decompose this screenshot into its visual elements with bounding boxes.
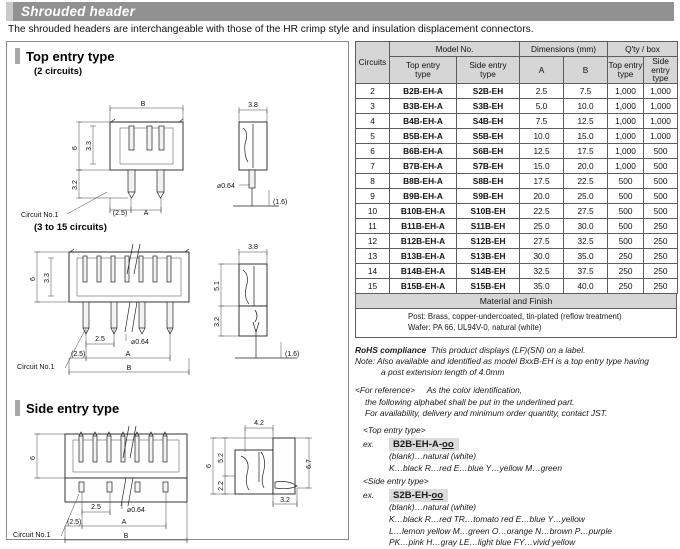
svg-text:(2.5): (2.5) (112, 210, 128, 217)
table-row (356, 129, 678, 144)
cell-model-top: B8B-EH-A (390, 174, 457, 189)
svg-text:(2.5): (2.5) (67, 519, 82, 526)
drawings-panel (6, 41, 349, 540)
cell-model-top: B5B-EH-A (390, 129, 457, 144)
table-row (356, 99, 678, 114)
section-accent-bar (15, 48, 20, 64)
cell-dim-a: 7.5 (520, 114, 564, 129)
cell-model-top: B14B-EH-A (390, 264, 457, 279)
cell-dim-b: 17.5 (564, 144, 608, 159)
side-color-list (355, 502, 677, 548)
label-circuit-no-1: Circuit No.1 (21, 210, 59, 219)
top-entry-type-head: <Top entry type> (363, 425, 426, 436)
svg-text:2.5: 2.5 (91, 504, 101, 511)
cell-dim-a: 5.0 (520, 99, 564, 114)
cell-model-top: B4B-EH-A (390, 114, 457, 129)
side-color-line-0: (blank)…natural (white) (389, 502, 477, 513)
cell-circuits: 12 (356, 234, 390, 249)
table-row (356, 234, 678, 249)
rohs-label: RoHS compliance (355, 345, 427, 356)
rohs-note-line1: Note: Also available and identified as model BxxB-EH is a top entry type having (355, 356, 649, 367)
svg-text:A: A (125, 351, 131, 358)
side-color-line-2: L…lemon yellow M…green O…orange N…brown P…purple (389, 525, 612, 536)
cell-qty-side: 250 (644, 249, 678, 264)
cell-qty-top: 1,000 (608, 99, 644, 114)
cell-model-side: S11B-EH (457, 219, 520, 234)
cell-dim-a: 32.5 (520, 264, 564, 279)
cell-qty-top: 250 (608, 264, 644, 279)
svg-text:3.3: 3.3 (86, 141, 93, 151)
table-row (356, 264, 678, 279)
dim-b-mid: B (126, 365, 132, 372)
cell-qty-side: 500 (644, 159, 678, 174)
svg-text:3.8: 3.8 (248, 244, 258, 251)
cell-model-side: S15B-EH (457, 279, 520, 294)
col-qty-box: Q'ty / box (608, 42, 678, 57)
col-dim-a: A (520, 57, 564, 84)
cell-qty-side: 1,000 (644, 99, 678, 114)
label-circuit-no-1-side: Circuit No.1 (13, 530, 51, 539)
top-entry-drawing (7, 78, 350, 228)
side-entry-type-head: <Side entry type> (363, 476, 429, 487)
cell-qty-side: 500 (644, 189, 678, 204)
cell-model-top: B3B-EH-A (390, 99, 457, 114)
svg-text:3.2: 3.2 (280, 497, 290, 504)
svg-text:3.8: 3.8 (248, 102, 258, 109)
table-row (356, 219, 678, 234)
spec-table (355, 41, 678, 294)
cell-dim-b: 7.5 (564, 84, 608, 99)
reference-line1: the following alphabet shall be put in the underlined part. (365, 396, 575, 407)
side-entry-heading (15, 400, 119, 416)
col-qty-side-entry: Side entry type (644, 57, 678, 84)
cell-model-side: S13B-EH (457, 249, 520, 264)
cell-qty-side: 250 (644, 234, 678, 249)
col-model-top-entry: Top entry type (390, 57, 457, 84)
cell-qty-side: 1,000 (644, 114, 678, 129)
col-qty-top-entry: Top entry type (608, 57, 644, 84)
cell-dim-a: 17.5 (520, 174, 564, 189)
intro-text: The shrouded headers are interchangeable with those of the HR crimp style and insulation displacement connectors. (8, 24, 534, 35)
cell-model-side: S8B-EH (457, 174, 520, 189)
rohs-block (355, 345, 677, 378)
section-accent-bar-2 (15, 400, 20, 416)
cell-circuits: 11 (356, 219, 390, 234)
dim-b-side: B (123, 533, 129, 540)
cell-qty-top: 1,000 (608, 159, 644, 174)
cell-qty-side: 500 (644, 144, 678, 159)
page-title: Shrouded header (21, 4, 136, 19)
table-row (356, 159, 678, 174)
svg-text:6: 6 (30, 277, 37, 281)
table-row (356, 174, 678, 189)
cell-model-side: S12B-EH (457, 234, 520, 249)
label-circuit-no-1-mid: Circuit No.1 (17, 362, 55, 371)
reference-head2: As the color identification, (426, 385, 523, 396)
cell-qty-top: 500 (608, 189, 644, 204)
svg-text:6: 6 (30, 456, 37, 460)
reference-line2: For availability, delivery and minimum order quantity, contact JST. (365, 407, 608, 418)
spec-column (355, 41, 677, 549)
top-entry-example-row (355, 438, 677, 451)
cell-dim-a: 22.5 (520, 204, 564, 219)
svg-text:(2.5): (2.5) (71, 351, 86, 358)
example-label-top: ex. (363, 439, 375, 450)
cell-model-side: S14B-EH (457, 264, 520, 279)
table-group-header-row (356, 42, 678, 57)
cell-qty-side: 500 (644, 204, 678, 219)
cell-model-side: S5B-EH (457, 129, 520, 144)
top-entry-title: Top entry type (26, 48, 115, 64)
cell-circuits: 3 (356, 99, 390, 114)
cell-qty-top: 250 (608, 249, 644, 264)
cell-qty-top: 500 (608, 234, 644, 249)
dim-b-top-entry: B (140, 101, 146, 108)
cell-model-top: B10B-EH-A (390, 204, 457, 219)
rohs-text: This product displays (LF)(SN) on a label. (430, 345, 586, 356)
cell-model-side: S6B-EH (457, 144, 520, 159)
cell-qty-side: 250 (644, 279, 678, 294)
example-model-side (389, 489, 448, 502)
svg-text:(1.6): (1.6) (273, 199, 288, 206)
reference-block (355, 385, 677, 419)
cell-dim-b: 12.5 (564, 114, 608, 129)
top-color-line-1: K…black R…red E…blue Y…yellow M…green (389, 462, 562, 473)
table-row (356, 144, 678, 159)
cell-qty-side: 1,000 (644, 129, 678, 144)
cell-dim-a: 15.0 (520, 159, 564, 174)
cell-model-side: S10B-EH (457, 204, 520, 219)
cell-dim-b: 27.5 (564, 204, 608, 219)
side-color-line-1: K…black R…red TR…tomato red E…blue Y…yellow (389, 513, 585, 524)
cell-dim-a: 12.5 (520, 144, 564, 159)
cell-model-top: B15B-EH-A (390, 279, 457, 294)
top-color-line-0: (blank)…natural (white) (389, 451, 477, 462)
dim-diameter-064-mid: ⌀0.64 (131, 339, 149, 346)
rohs-note-line2: a post extension length of 4.0mm (381, 367, 505, 378)
cell-circuits: 7 (356, 159, 390, 174)
cell-model-top: B9B-EH-A (390, 189, 457, 204)
cell-dim-b: 25.0 (564, 189, 608, 204)
top-color-list (355, 451, 677, 474)
svg-text:5.1: 5.1 (214, 281, 221, 291)
example-model-top-suffix: oo (442, 439, 454, 451)
example-model-side-suffix: oo (431, 490, 444, 502)
table-row (356, 114, 678, 129)
cell-dim-a: 25.0 (520, 219, 564, 234)
svg-text:6: 6 (72, 146, 79, 150)
cell-dim-b: 10.0 (564, 99, 608, 114)
material-post: Post: Brass, copper-undercoated, tin-plated (reflow treatment) (408, 312, 622, 322)
side-entry-example-row (355, 489, 677, 502)
side-color-line-3: PK…pink H…gray LE…light blue FY…vivid yellow (389, 537, 576, 548)
cell-qty-top: 500 (608, 174, 644, 189)
cell-model-side: S2B-EH (457, 84, 520, 99)
cell-circuits: 10 (356, 204, 390, 219)
material-wafer: Wafer: PA 66, UL94V-0, natural (white) (408, 322, 542, 332)
cell-model-top: B2B-EH-A (390, 84, 457, 99)
cell-dim-b: 30.0 (564, 219, 608, 234)
col-dim-b: B (564, 57, 608, 84)
table-row (356, 189, 678, 204)
cell-model-side: S7B-EH (457, 159, 520, 174)
cell-qty-side: 500 (644, 174, 678, 189)
cell-dim-b: 15.0 (564, 129, 608, 144)
cell-model-top: B6B-EH-A (390, 144, 457, 159)
top-entry-subtitle: (2 circuits) (34, 66, 83, 77)
material-finish-heading: Material and Finish (355, 294, 677, 309)
cell-circuits: 6 (356, 144, 390, 159)
side-entry-drawing (7, 420, 350, 545)
cell-dim-a: 27.5 (520, 234, 564, 249)
col-circuits: Circuits (356, 42, 390, 84)
svg-text:3.2: 3.2 (214, 317, 221, 327)
cell-qty-top: 1,000 (608, 129, 644, 144)
table-sub-header-row (356, 57, 678, 84)
cell-qty-side: 250 (644, 219, 678, 234)
cell-model-top: B11B-EH-A (390, 219, 457, 234)
cell-model-side: S4B-EH (457, 114, 520, 129)
cell-circuits: 15 (356, 279, 390, 294)
svg-text:(1.6): (1.6) (285, 351, 300, 358)
dim-diameter-064: ⌀0.64 (217, 183, 235, 190)
material-finish-body (355, 309, 677, 338)
side-entry-title: Side entry type (26, 400, 120, 416)
svg-text:3.2: 3.2 (72, 180, 79, 190)
cell-qty-top: 1,000 (608, 144, 644, 159)
cell-qty-top: 500 (608, 219, 644, 234)
cell-circuits: 2 (356, 84, 390, 99)
cell-circuits: 8 (356, 174, 390, 189)
table-row (356, 249, 678, 264)
cell-model-top: B12B-EH-A (390, 234, 457, 249)
svg-text:2.2: 2.2 (218, 481, 225, 491)
svg-text:4.2: 4.2 (254, 420, 264, 427)
banner-accent-bar (6, 2, 13, 21)
dim-a-side: A (121, 519, 127, 526)
cell-circuits: 5 (356, 129, 390, 144)
cell-dim-a: 35.0 (520, 279, 564, 294)
example-model-top (389, 438, 459, 451)
cell-model-top: B13B-EH-A (390, 249, 457, 264)
col-model-side-entry: Side entry type (457, 57, 520, 84)
example-model-side-base: S2B-EH- (393, 490, 432, 502)
svg-text:6.7: 6.7 (306, 459, 313, 469)
svg-text:6: 6 (206, 464, 213, 468)
cell-qty-side: 1,000 (644, 84, 678, 99)
svg-text:5.2: 5.2 (218, 453, 225, 463)
cell-model-top: B7B-EH-A (390, 159, 457, 174)
table-row (356, 84, 678, 99)
cell-dim-a: 2.5 (520, 84, 564, 99)
cell-qty-side: 250 (644, 264, 678, 279)
cell-qty-top: 250 (608, 279, 644, 294)
reference-head: <For reference> (355, 385, 416, 396)
cell-model-side: S3B-EH (457, 99, 520, 114)
example-model-top-base: B2B-EH-A- (393, 439, 443, 451)
svg-text:3.3: 3.3 (44, 273, 51, 283)
cell-dim-a: 30.0 (520, 249, 564, 264)
cell-model-side: S9B-EH (457, 189, 520, 204)
cell-circuits: 13 (356, 249, 390, 264)
col-dimensions: Dimensions (mm) (520, 42, 608, 57)
cell-dim-b: 22.5 (564, 174, 608, 189)
spec-table-body (356, 84, 678, 294)
cell-dim-a: 20.0 (520, 189, 564, 204)
col-model-no: Model No. (390, 42, 520, 57)
cell-qty-top: 1,000 (608, 114, 644, 129)
cell-circuits: 14 (356, 264, 390, 279)
cell-dim-b: 37.5 (564, 264, 608, 279)
cell-dim-a: 10.0 (520, 129, 564, 144)
cell-dim-b: 20.0 (564, 159, 608, 174)
example-label-side: ex. (363, 490, 375, 501)
mid-entry-subtitle: (3 to 15 circuits) (34, 222, 107, 233)
dim-diameter-064-side: ⌀0.64 (127, 507, 145, 514)
cell-qty-top: 500 (608, 204, 644, 219)
mid-entry-drawing (7, 234, 350, 394)
table-row (356, 279, 678, 294)
svg-text:A: A (143, 210, 149, 217)
cell-dim-b: 40.0 (564, 279, 608, 294)
svg-text:2.5: 2.5 (95, 336, 105, 343)
cell-dim-b: 32.5 (564, 234, 608, 249)
top-entry-heading (15, 48, 115, 64)
cell-circuits: 9 (356, 189, 390, 204)
cell-qty-top: 1,000 (608, 84, 644, 99)
table-row (356, 204, 678, 219)
cell-circuits: 4 (356, 114, 390, 129)
page-banner (6, 2, 674, 21)
cell-dim-b: 35.0 (564, 249, 608, 264)
